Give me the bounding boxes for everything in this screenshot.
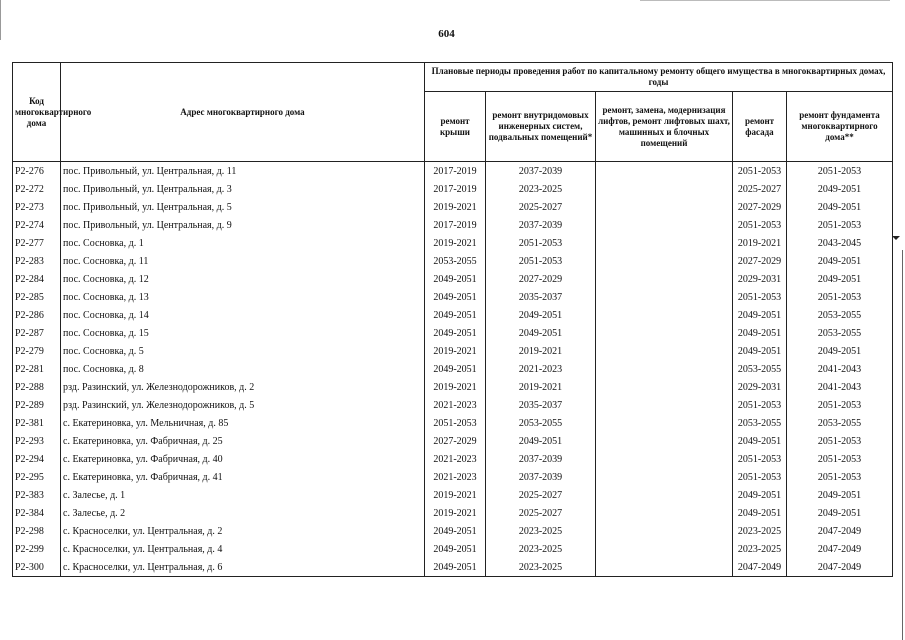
cell-engineering: 2037-2039 <box>486 216 596 234</box>
table-body <box>13 162 893 577</box>
cell-engineering: 2019-2021 <box>486 342 596 360</box>
cell-roof: 2049-2051 <box>425 270 486 288</box>
cell-facade: 2049-2051 <box>733 342 787 360</box>
table-row <box>13 324 893 342</box>
cell-code: P2-293 <box>13 432 61 450</box>
cell-code: P2-273 <box>13 198 61 216</box>
cell-elevators <box>596 342 733 360</box>
cell-engineering: 2049-2051 <box>486 432 596 450</box>
cell-address: с. Красноселки, ул. Центральная, д. 6 <box>61 558 425 577</box>
table-row <box>13 306 893 324</box>
cell-code: P2-300 <box>13 558 61 577</box>
cell-elevators <box>596 450 733 468</box>
cell-address: пос. Сосновка, д. 13 <box>61 288 425 306</box>
cell-address: пос. Привольный, ул. Центральная, д. 9 <box>61 216 425 234</box>
cell-foundation: 2047-2049 <box>787 522 893 540</box>
cell-engineering: 2037-2039 <box>486 450 596 468</box>
cell-foundation: 2051-2053 <box>787 468 893 486</box>
cell-facade: 2025-2027 <box>733 180 787 198</box>
cell-engineering: 2019-2021 <box>486 378 596 396</box>
cell-elevators <box>596 558 733 577</box>
cell-engineering: 2049-2051 <box>486 306 596 324</box>
cell-facade: 2023-2025 <box>733 540 787 558</box>
cell-foundation: 2047-2049 <box>787 540 893 558</box>
cell-code: P2-276 <box>13 162 61 181</box>
cell-engineering: 2053-2055 <box>486 414 596 432</box>
table-row <box>13 342 893 360</box>
cell-roof: 2049-2051 <box>425 540 486 558</box>
cell-roof: 2049-2051 <box>425 306 486 324</box>
cell-foundation: 2049-2051 <box>787 270 893 288</box>
cell-address: пос. Привольный, ул. Центральная, д. 11 <box>61 162 425 181</box>
cell-foundation: 2051-2053 <box>787 288 893 306</box>
cell-roof: 2017-2019 <box>425 216 486 234</box>
cell-foundation: 2051-2053 <box>787 162 893 181</box>
cell-engineering: 2037-2039 <box>486 468 596 486</box>
table-row <box>13 540 893 558</box>
table-row <box>13 198 893 216</box>
cell-foundation: 2053-2055 <box>787 324 893 342</box>
cell-roof: 2021-2023 <box>425 396 486 414</box>
cell-foundation: 2043-2045 <box>787 234 893 252</box>
cell-facade: 2053-2055 <box>733 414 787 432</box>
cell-engineering: 2023-2025 <box>486 540 596 558</box>
cell-address: с. Залесье, д. 2 <box>61 504 425 522</box>
cell-address: с. Красноселки, ул. Центральная, д. 4 <box>61 540 425 558</box>
table-row <box>13 216 893 234</box>
cell-address: с. Залесье, д. 1 <box>61 486 425 504</box>
header-elevators: ремонт, замена, модернизация лифтов, ремонт лифтовых шахт, машинных и блочных помещений <box>596 92 733 162</box>
cell-foundation: 2049-2051 <box>787 504 893 522</box>
cell-foundation: 2049-2051 <box>787 252 893 270</box>
cell-address: пос. Сосновка, д. 11 <box>61 252 425 270</box>
cell-engineering: 2023-2025 <box>486 180 596 198</box>
cell-elevators <box>596 414 733 432</box>
cell-elevators <box>596 540 733 558</box>
cell-address: пос. Сосновка, д. 14 <box>61 306 425 324</box>
cell-elevators <box>596 396 733 414</box>
cell-elevators <box>596 216 733 234</box>
cell-roof: 2049-2051 <box>425 360 486 378</box>
cell-roof: 2049-2051 <box>425 558 486 577</box>
cell-foundation: 2051-2053 <box>787 432 893 450</box>
cell-facade: 2019-2021 <box>733 234 787 252</box>
cell-roof: 2053-2055 <box>425 252 486 270</box>
cell-elevators <box>596 378 733 396</box>
cell-code: P2-294 <box>13 450 61 468</box>
cell-engineering: 2051-2053 <box>486 252 596 270</box>
cell-roof: 2017-2019 <box>425 162 486 181</box>
cell-elevators <box>596 324 733 342</box>
cell-foundation: 2047-2049 <box>787 558 893 577</box>
cell-roof: 2019-2021 <box>425 486 486 504</box>
cell-address: пос. Сосновка, д. 5 <box>61 342 425 360</box>
cell-foundation: 2051-2053 <box>787 396 893 414</box>
cell-facade: 2029-2031 <box>733 378 787 396</box>
cell-facade: 2047-2049 <box>733 558 787 577</box>
cell-engineering: 2025-2027 <box>486 198 596 216</box>
cell-elevators <box>596 306 733 324</box>
cell-foundation: 2049-2051 <box>787 180 893 198</box>
table-header <box>13 63 893 162</box>
cell-roof: 2019-2021 <box>425 198 486 216</box>
cell-elevators <box>596 162 733 181</box>
cell-code: P2-299 <box>13 540 61 558</box>
cell-elevators <box>596 180 733 198</box>
header-roof: ремонт крыши <box>425 92 486 162</box>
cell-elevators <box>596 486 733 504</box>
table-row <box>13 360 893 378</box>
cell-facade: 2049-2051 <box>733 324 787 342</box>
cell-elevators <box>596 234 733 252</box>
table-row <box>13 414 893 432</box>
cell-engineering: 2021-2023 <box>486 360 596 378</box>
table-row <box>13 252 893 270</box>
header-address: Адрес многоквартирного дома <box>61 63 425 162</box>
cell-address: пос. Сосновка, д. 1 <box>61 234 425 252</box>
table-row <box>13 450 893 468</box>
cell-roof: 2019-2021 <box>425 378 486 396</box>
cell-roof: 2017-2019 <box>425 180 486 198</box>
cell-code: P2-277 <box>13 234 61 252</box>
cell-facade: 2049-2051 <box>733 306 787 324</box>
cell-elevators <box>596 504 733 522</box>
cell-address: с. Екатериновка, ул. Мельничная, д. 85 <box>61 414 425 432</box>
cell-foundation: 2041-2043 <box>787 360 893 378</box>
cell-address: с. Екатериновка, ул. Фабричная, д. 40 <box>61 450 425 468</box>
cell-engineering: 2023-2025 <box>486 558 596 577</box>
cell-elevators <box>596 252 733 270</box>
cell-foundation: 2053-2055 <box>787 414 893 432</box>
cell-address: с. Екатериновка, ул. Фабричная, д. 25 <box>61 432 425 450</box>
scan-artifact-top <box>640 0 890 1</box>
table-row <box>13 378 893 396</box>
cell-code: P2-298 <box>13 522 61 540</box>
cell-engineering: 2035-2037 <box>486 396 596 414</box>
cell-facade: 2049-2051 <box>733 432 787 450</box>
cell-engineering: 2025-2027 <box>486 504 596 522</box>
cell-facade: 2049-2051 <box>733 504 787 522</box>
cell-address: пос. Сосновка, д. 15 <box>61 324 425 342</box>
cell-roof: 2049-2051 <box>425 324 486 342</box>
header-engineering: ремонт внутридомовых инженерных систем, подвальных помещений* <box>486 92 596 162</box>
cell-elevators <box>596 270 733 288</box>
cell-facade: 2051-2053 <box>733 468 787 486</box>
cell-engineering: 2025-2027 <box>486 486 596 504</box>
cell-elevators <box>596 522 733 540</box>
cell-elevators <box>596 360 733 378</box>
cell-code: P2-384 <box>13 504 61 522</box>
table-row <box>13 162 893 181</box>
cell-roof: 2021-2023 <box>425 468 486 486</box>
cell-code: P2-284 <box>13 270 61 288</box>
header-code: Код многоквартирного дома <box>13 63 61 162</box>
cell-code: P2-285 <box>13 288 61 306</box>
cell-roof: 2021-2023 <box>425 450 486 468</box>
cell-code: P2-287 <box>13 324 61 342</box>
header-group: Плановые периоды проведения работ по капитальному ремонту общего имущества в многоквартирных домах, годы <box>425 63 893 92</box>
cell-address: пос. Привольный, ул. Центральная, д. 5 <box>61 198 425 216</box>
cell-code: P2-383 <box>13 486 61 504</box>
cell-facade: 2027-2029 <box>733 198 787 216</box>
cell-facade: 2053-2055 <box>733 360 787 378</box>
cell-elevators <box>596 198 733 216</box>
cell-engineering: 2035-2037 <box>486 288 596 306</box>
page-number: 604 <box>438 28 455 40</box>
cell-facade: 2023-2025 <box>733 522 787 540</box>
table-row <box>13 234 893 252</box>
table-row <box>13 468 893 486</box>
cell-roof: 2027-2029 <box>425 432 486 450</box>
cell-foundation: 2049-2051 <box>787 342 893 360</box>
cell-code: P2-289 <box>13 396 61 414</box>
cell-elevators <box>596 432 733 450</box>
cell-foundation: 2041-2043 <box>787 378 893 396</box>
table-row <box>13 486 893 504</box>
cell-foundation: 2049-2051 <box>787 198 893 216</box>
cell-address: пос. Сосновка, д. 8 <box>61 360 425 378</box>
cell-foundation: 2053-2055 <box>787 306 893 324</box>
cell-address: пос. Привольный, ул. Центральная, д. 3 <box>61 180 425 198</box>
cell-code: P2-295 <box>13 468 61 486</box>
cell-foundation: 2051-2053 <box>787 450 893 468</box>
cell-roof: 2049-2051 <box>425 522 486 540</box>
cell-roof: 2019-2021 <box>425 342 486 360</box>
cell-facade: 2051-2053 <box>733 450 787 468</box>
cell-address: рзд. Разинский, ул. Железнодорожников, д. 2 <box>61 378 425 396</box>
cell-facade: 2051-2053 <box>733 396 787 414</box>
cell-code: P2-283 <box>13 252 61 270</box>
cell-code: P2-286 <box>13 306 61 324</box>
cell-code: P2-281 <box>13 360 61 378</box>
table-row <box>13 432 893 450</box>
cell-code: P2-279 <box>13 342 61 360</box>
cell-roof: 2019-2021 <box>425 234 486 252</box>
header-facade: ремонт фасада <box>733 92 787 162</box>
table-row <box>13 504 893 522</box>
scan-artifact-right <box>902 250 903 640</box>
cell-engineering: 2051-2053 <box>486 234 596 252</box>
cell-code: P2-274 <box>13 216 61 234</box>
cell-facade: 2051-2053 <box>733 162 787 181</box>
repair-schedule-table <box>12 62 893 577</box>
cell-facade: 2029-2031 <box>733 270 787 288</box>
cell-address: рзд. Разинский, ул. Железнодорожников, д. 5 <box>61 396 425 414</box>
table-row <box>13 522 893 540</box>
cell-code: P2-381 <box>13 414 61 432</box>
table-row <box>13 558 893 577</box>
table-row <box>13 180 893 198</box>
table-row <box>13 270 893 288</box>
cell-facade: 2051-2053 <box>733 288 787 306</box>
cell-elevators <box>596 288 733 306</box>
cell-engineering: 2027-2029 <box>486 270 596 288</box>
table-row <box>13 288 893 306</box>
cell-roof: 2019-2021 <box>425 504 486 522</box>
cell-roof: 2051-2053 <box>425 414 486 432</box>
cell-address: с. Красноселки, ул. Центральная, д. 2 <box>61 522 425 540</box>
header-foundation: ремонт фундамента многоквартирного дома** <box>787 92 893 162</box>
cell-elevators <box>596 468 733 486</box>
cell-engineering: 2049-2051 <box>486 324 596 342</box>
cell-foundation: 2051-2053 <box>787 216 893 234</box>
cell-roof: 2049-2051 <box>425 288 486 306</box>
table-row <box>13 396 893 414</box>
cell-facade: 2027-2029 <box>733 252 787 270</box>
cell-facade: 2051-2053 <box>733 216 787 234</box>
cell-engineering: 2037-2039 <box>486 162 596 181</box>
cell-foundation: 2049-2051 <box>787 486 893 504</box>
cell-facade: 2049-2051 <box>733 486 787 504</box>
cell-engineering: 2023-2025 <box>486 522 596 540</box>
cell-code: P2-272 <box>13 180 61 198</box>
cell-address: пос. Сосновка, д. 12 <box>61 270 425 288</box>
margin-arrow-icon <box>892 236 900 240</box>
cell-address: с. Екатериновка, ул. Фабричная, д. 41 <box>61 468 425 486</box>
cell-code: P2-288 <box>13 378 61 396</box>
